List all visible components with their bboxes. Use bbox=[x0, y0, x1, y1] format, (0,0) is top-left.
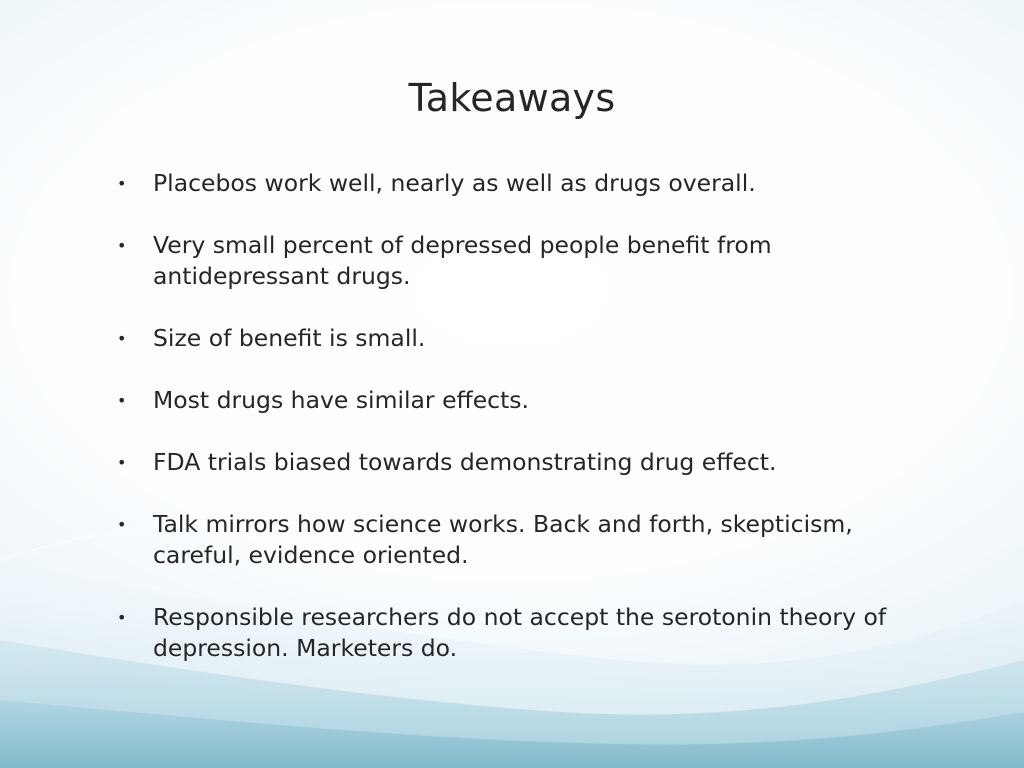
bullet-icon: • bbox=[117, 453, 127, 472]
bullet-text: Size of benefit is small. bbox=[153, 324, 426, 352]
list-item bbox=[113, 323, 903, 354]
list-item bbox=[113, 447, 903, 478]
slide-title: Takeaways bbox=[408, 76, 616, 120]
bullet-text: Talk mirrors how science works. Back and forth, skepticism, careful, evidence oriented. bbox=[153, 510, 853, 569]
bullet-icon: • bbox=[117, 608, 127, 627]
list-item bbox=[113, 509, 903, 571]
bullet-text: Responsible researchers do not accept the serotonin theory of depression. Marketers do. bbox=[153, 603, 887, 662]
list-item bbox=[113, 168, 903, 199]
list-item bbox=[113, 602, 903, 664]
bullet-icon: • bbox=[117, 174, 127, 193]
list-item bbox=[113, 385, 903, 416]
list-item bbox=[113, 230, 903, 292]
bullet-icon: • bbox=[117, 329, 127, 348]
bullet-icon: • bbox=[117, 236, 127, 255]
bullet-text: Most drugs have similar effects. bbox=[153, 386, 530, 414]
bullet-icon: • bbox=[117, 515, 127, 534]
bullet-text: Placebos work well, nearly as well as drugs overall. bbox=[153, 169, 756, 197]
bullet-text: FDA trials biased towards demonstrating drug effect. bbox=[153, 448, 777, 476]
bullet-icon: • bbox=[117, 391, 127, 410]
bullet-text: Very small percent of depressed people benefit from antidepressant drugs. bbox=[153, 231, 772, 290]
bullet-list bbox=[113, 168, 903, 695]
